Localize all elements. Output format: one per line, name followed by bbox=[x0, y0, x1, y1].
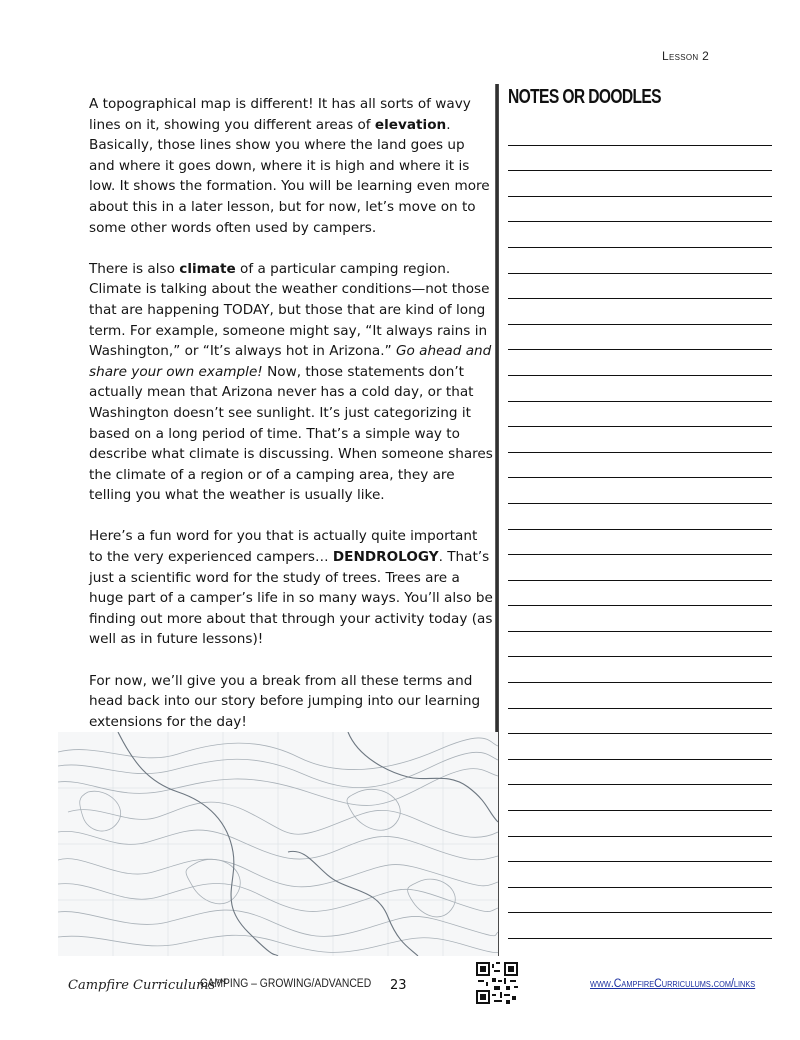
page-number: 23 bbox=[390, 978, 407, 993]
notes-writing-line[interactable] bbox=[508, 248, 772, 274]
notes-writing-line[interactable] bbox=[508, 837, 772, 863]
notes-writing-line[interactable] bbox=[508, 785, 772, 811]
qr-code-icon bbox=[476, 962, 518, 1004]
notes-writing-line[interactable] bbox=[508, 453, 772, 479]
term-dendrology: DENDROLOGY bbox=[332, 549, 439, 566]
website-link[interactable]: www.CampfireCurriculums.com/links bbox=[590, 978, 756, 990]
notes-writing-line[interactable] bbox=[508, 427, 772, 453]
topographic-map-image bbox=[58, 732, 498, 956]
notes-writing-line[interactable] bbox=[508, 197, 772, 223]
notes-writing-line[interactable] bbox=[508, 504, 772, 530]
main-text bbox=[89, 94, 494, 753]
notes-writing-line[interactable] bbox=[508, 709, 772, 735]
paragraph-story-transition: For now, we’ll give you a break from all these terms and head back into our story before jumping into our learning extensions for the day! bbox=[89, 672, 481, 730]
notes-writing-line[interactable] bbox=[508, 657, 772, 683]
term-climate: climate bbox=[179, 260, 236, 277]
notes-writing-line[interactable] bbox=[508, 683, 772, 709]
notes-writing-line[interactable] bbox=[508, 146, 772, 172]
prompt-share-example: Go ahead and share your own example! bbox=[89, 343, 492, 380]
notes-writing-line[interactable] bbox=[508, 632, 772, 658]
notes-writing-line[interactable] bbox=[508, 606, 772, 632]
notes-writing-line[interactable] bbox=[508, 274, 772, 300]
notes-writing-line[interactable] bbox=[508, 171, 772, 197]
notes-writing-line[interactable] bbox=[508, 555, 772, 581]
notes-writing-line[interactable] bbox=[508, 734, 772, 760]
notes-writing-line[interactable] bbox=[508, 811, 772, 837]
paragraph-topographical-map: A topographical map is different! It has all sorts of wavy lines on it, showing you different areas of elevation. Basically, those lines show you where the land goes up and where it goes down, where it is high and where it is low. It shows the formation. You will be learning even more about this in a later lesson, but for now, let’s move on to some other words often used by campers. bbox=[89, 96, 490, 236]
notes-writing-line[interactable] bbox=[508, 402, 772, 428]
notes-writing-line[interactable] bbox=[508, 888, 772, 914]
term-elevation: elevation bbox=[374, 116, 447, 133]
brand-logo: Campfire Curriculums™ bbox=[68, 978, 229, 993]
topographic-map-graphic bbox=[58, 732, 498, 956]
notes-writing-line[interactable] bbox=[508, 478, 772, 504]
notes-writing-line[interactable] bbox=[508, 760, 772, 786]
notes-writing-line[interactable] bbox=[508, 530, 772, 556]
notes-writing-line[interactable] bbox=[508, 222, 772, 248]
page-footer bbox=[0, 968, 800, 1008]
lesson-label: Lesson 2 bbox=[662, 49, 710, 63]
notes-writing-line[interactable] bbox=[508, 120, 772, 146]
notes-writing-line[interactable] bbox=[508, 376, 772, 402]
course-name: CAMPING – GROWING/ADVANCED bbox=[200, 978, 372, 990]
notes-writing-line[interactable] bbox=[508, 581, 772, 607]
notes-lines[interactable] bbox=[508, 120, 772, 939]
notes-writing-line[interactable] bbox=[508, 862, 772, 888]
notes-writing-line[interactable] bbox=[508, 350, 772, 376]
notes-writing-line[interactable] bbox=[508, 325, 772, 351]
notes-writing-line[interactable] bbox=[508, 913, 772, 939]
paragraph-dendrology: Here’s a fun word for you that is actually quite important to the very experienced campers… DENDROLOGY. That’s just a scientific word for the study of trees. Trees are a huge part of a camper’s life in so many ways. You’ll also be finding out more about that through your activity today (as well as in future lessons)! bbox=[89, 528, 493, 648]
paragraph-climate: There is also climate of a particular camping region. Climate is talking about the weather conditions—not those that are happening TODAY, but those that are kind of long term. For example, someone might say, “It always rains in Washington,” or “It’s always hot in Arizona.” Go ahead and share your own example! Now, those statements don’t actually mean that Arizona never has a cold day, or that Washington doesn’t see sunlight. It’s just categorizing it based on a long period of time. That’s a simple way to describe what climate is discussing. When someone shares the climate of a region or of a camping area, they are telling you what the weather is usually like. bbox=[89, 260, 493, 504]
notes-writing-line[interactable] bbox=[508, 299, 772, 325]
notes-title: NOTES OR DOODLES bbox=[508, 86, 661, 108]
